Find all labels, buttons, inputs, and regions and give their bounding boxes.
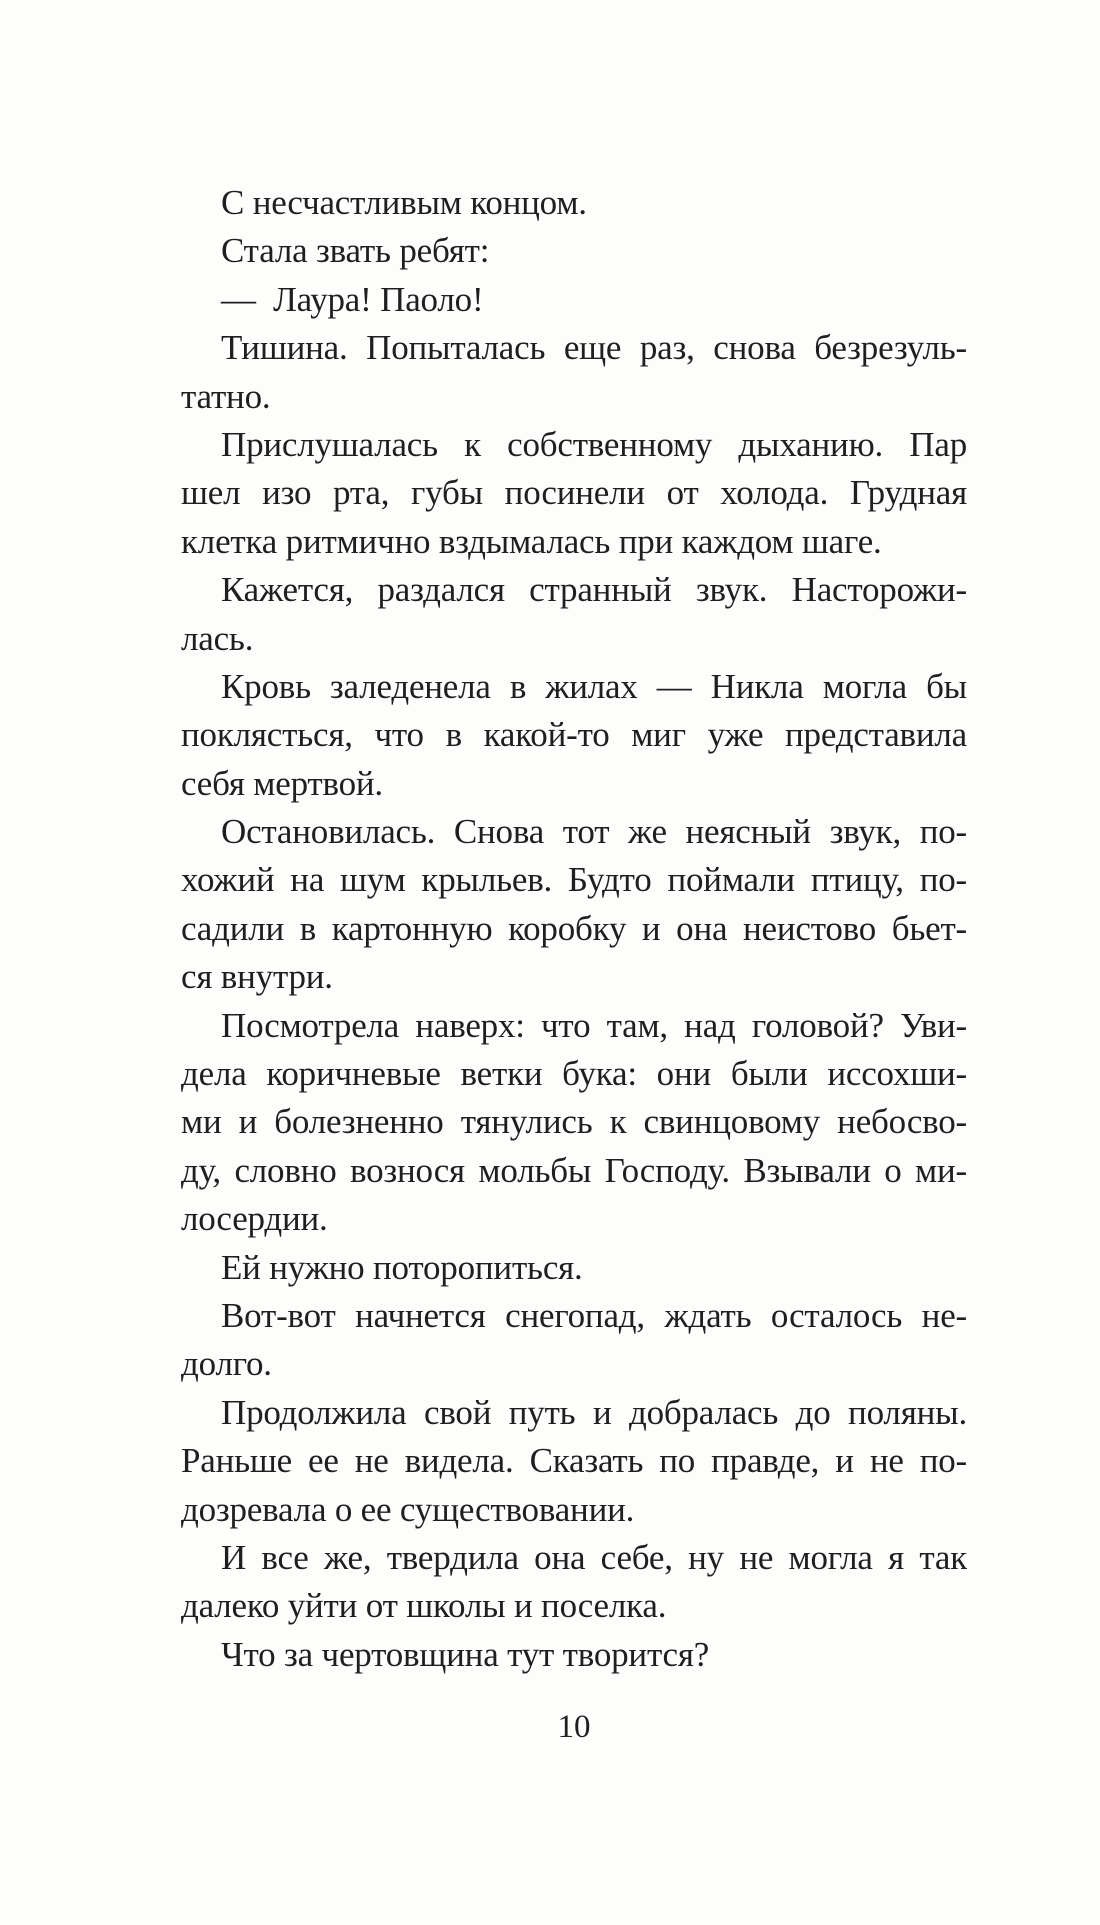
text-line: Прислушалась к собственному дыханию. Пар	[221, 424, 967, 464]
paragraph	[181, 227, 967, 275]
paragraph	[181, 1292, 967, 1389]
text-line: И все же, твердила она себе, ну не могла я так	[221, 1537, 967, 1577]
text-line: садили в картонную коробку и она неистово бьет-	[181, 908, 967, 948]
text-line: ми и болезненно тянулись к свинцовому небосво-	[181, 1102, 967, 1142]
paragraph	[181, 421, 967, 566]
text-line: себя мертвой.	[181, 763, 383, 803]
text-line: лась.	[181, 618, 254, 658]
text-line: хожий на шум крыльев. Будто поймали птицу, по-	[181, 860, 967, 900]
text-line: клетка ритмично вздымалась при каждом шаге.	[181, 521, 882, 561]
text-line: Тишина. Попыталась еще раз, снова безрезуль-	[221, 328, 967, 368]
text-line: лосердии.	[181, 1199, 328, 1239]
paragraph	[181, 1389, 967, 1534]
text-line: ся внутри.	[181, 957, 333, 997]
text-line: Посмотрела наверх: что там, над головой? Уви-	[221, 1005, 967, 1045]
text-line: ду, словно вознося мольбы Господу. Взывали о ми-	[181, 1150, 967, 1190]
paragraph	[181, 276, 967, 324]
paragraph	[181, 566, 967, 663]
text-line: Раньше ее не видела. Сказать по правде, и не по-	[181, 1441, 967, 1481]
paragraph	[181, 1631, 967, 1679]
paragraph	[181, 808, 967, 1002]
paragraph	[181, 1002, 967, 1244]
text-line: Продолжила свой путь и добралась до поляны.	[221, 1392, 967, 1432]
text-line: Что за чертовщина тут творится?	[221, 1634, 710, 1674]
text-column	[181, 179, 967, 1679]
text-line: шел изо рта, губы посинели от холода. Грудная	[181, 473, 967, 513]
text-line: дела коричневые ветки бука: они были иссохши-	[181, 1054, 967, 1094]
paragraph	[181, 179, 967, 227]
text-line: поклясться, что в какой-то миг уже представила	[181, 715, 967, 755]
paragraph	[181, 1534, 967, 1631]
paragraph	[181, 1244, 967, 1292]
text-line: Стала звать ребят:	[221, 231, 490, 271]
text-line: долго.	[181, 1344, 272, 1384]
text-line: татно.	[181, 376, 271, 416]
paragraph	[181, 324, 967, 421]
page-number: 10	[557, 1709, 591, 1745]
text-line: Ей нужно поторопиться.	[221, 1247, 583, 1287]
text-line: Кровь заледенела в жилах — Никла могла бы	[221, 666, 967, 706]
text-line: — Лаура! Паоло!	[221, 279, 484, 319]
text-line: Остановилась. Снова тот же неясный звук, по-	[221, 812, 967, 852]
text-line: Вот-вот начнется снегопад, ждать осталось не-	[221, 1295, 967, 1335]
text-line: дозревала о ее существовании.	[181, 1489, 635, 1529]
text-line: далеко уйти от школы и поселка.	[181, 1586, 667, 1626]
paragraph	[181, 663, 967, 808]
text-line: Кажется, раздался странный звук. Насторожи-	[221, 570, 967, 610]
text-line: С несчастливым концом.	[221, 183, 587, 222]
